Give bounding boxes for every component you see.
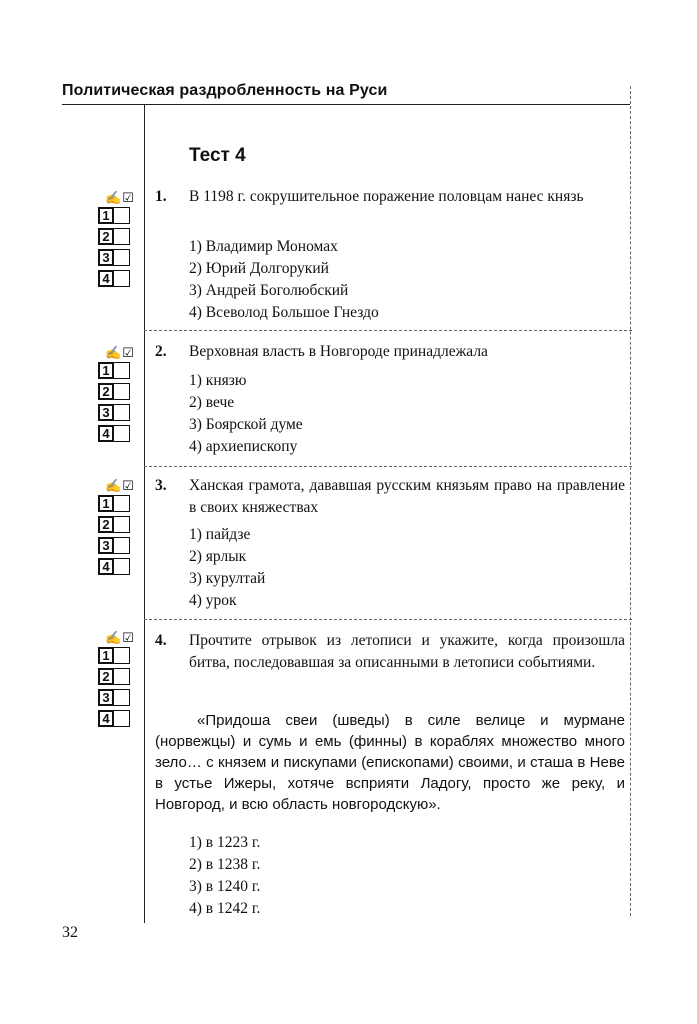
pencil-check-icon: ✍☑ [105,190,135,205]
question-text: Прочтите отрывок из летописи и укажите, когда произошла битва, последовавшая за описанными в летописи событиями. [189,632,625,671]
chronicle-quote: «Придоша свеи (шведы) в силе велице и мурмане (норвежцы) и сумь и емь (финны) в кораблях множество много зело… с князем и пискупами (епископами) своими, и сташа в Неве в устье Ижеры, хотяче всприяти Ладогу, просто же реку, и Новгород, и всю область новгородскую». [155,712,625,813]
margin-rule [144,105,145,923]
question-text: В 1198 г. сокрушительное поражение половцам нанес князь [189,188,584,205]
box-label: 4 [98,425,114,442]
answer-boxes-q4 [98,630,138,730]
answer-boxes-q3 [98,478,138,578]
answer-checkbox-q2-4[interactable] [114,425,130,442]
box-label: 3 [98,689,114,706]
option: 4) в 1242 г. [189,900,261,917]
answer-checkbox-q1-2[interactable] [114,228,130,245]
answer-checkbox-q1-4[interactable] [114,270,130,287]
answer-boxes-q2 [98,345,138,445]
option: 4) урок [189,592,237,609]
box-label: 4 [98,558,114,575]
box-label: 3 [98,537,114,554]
answer-checkbox-q4-2[interactable] [114,668,130,685]
question-number: 4. [155,632,167,649]
test-title: Тест 4 [189,145,246,166]
pencil-check-icon: ✍☑ [105,478,135,493]
option: 4) архиепископу [189,438,298,455]
question-number: 1. [155,188,167,205]
box-label: 1 [98,495,114,512]
box-label: 2 [98,516,114,533]
question-text: Ханская грамота, дававшая русским князьям право на правление в своих княжествах [189,477,625,516]
options-list-q2 [189,370,303,458]
box-label: 1 [98,207,114,224]
option: 1) Владимир Мономах [189,238,338,255]
answer-checkbox-q3-2[interactable] [114,516,130,533]
option: 2) Юрий Долгорукий [189,260,329,277]
option: 3) курултай [189,570,266,587]
answer-checkbox-q4-3[interactable] [114,689,130,706]
cut-line [630,86,631,916]
question-divider [144,330,632,331]
question-divider [144,619,632,620]
section-header: Политическая раздробленность на Руси [62,82,388,99]
box-label: 2 [98,668,114,685]
page-number: 32 [62,924,78,941]
answer-checkbox-q1-3[interactable] [114,249,130,266]
option: 3) в 1240 г. [189,878,261,895]
option: 1) в 1223 г. [189,834,261,851]
option: 3) Боярской думе [189,416,303,433]
pencil-check-icon: ✍☑ [105,630,135,645]
answer-checkbox-q3-1[interactable] [114,495,130,512]
option: 2) в 1238 г. [189,856,261,873]
answer-checkbox-q2-3[interactable] [114,404,130,421]
box-label: 1 [98,362,114,379]
answer-checkbox-q2-2[interactable] [114,383,130,400]
box-label: 4 [98,710,114,727]
question-number: 3. [155,477,167,494]
answer-checkbox-q4-4[interactable] [114,710,130,727]
option: 1) пайдзе [189,526,251,543]
answer-checkbox-q3-4[interactable] [114,558,130,575]
option: 3) Андрей Боголюбский [189,282,349,299]
box-label: 1 [98,647,114,664]
question-number: 2. [155,343,167,360]
answer-boxes-q1 [98,190,138,290]
box-label: 2 [98,228,114,245]
answer-checkbox-q4-1[interactable] [114,647,130,664]
box-label: 4 [98,270,114,287]
box-label: 3 [98,249,114,266]
answer-checkbox-q3-3[interactable] [114,537,130,554]
option: 1) князю [189,372,247,389]
options-list-q1 [189,236,379,324]
answer-checkbox-q1-1[interactable] [114,207,130,224]
header-rule [62,104,630,105]
pencil-check-icon: ✍☑ [105,345,135,360]
option: 2) ярлык [189,548,247,565]
option: 2) вече [189,394,235,411]
options-list-q3 [189,524,265,612]
answer-checkbox-q2-1[interactable] [114,362,130,379]
options-list-q4 [189,832,260,920]
box-label: 2 [98,383,114,400]
question-text: Верховная власть в Новгороде принадлежала [189,343,488,360]
option: 4) Всеволод Большое Гнездо [189,304,379,321]
question-divider [144,466,632,467]
box-label: 3 [98,404,114,421]
